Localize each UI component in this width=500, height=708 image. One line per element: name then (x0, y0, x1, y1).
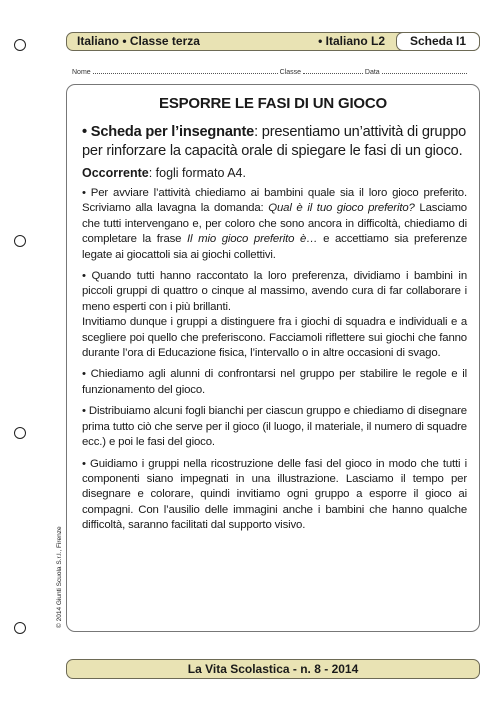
p1-text-b: Lasciamo che tutti intervengano e, per coloro che sono ancora in difficoltà, chiediamo di completare la frase (82, 202, 467, 246)
bullet-icon: • (82, 124, 87, 140)
page-title: ESPORRE LE FASI DI UN GIOCO (159, 95, 387, 112)
footer-bar: La Vita Scolastica - n. 8 - 2014 (66, 659, 480, 679)
content-box (66, 84, 480, 632)
p1-question: Qual è il tuo gioco preferito? (268, 202, 415, 215)
bullet-icon: • (82, 405, 86, 418)
paragraph-4 (82, 404, 467, 450)
p4-text: Distribuiamo alcuni fogli bianchi per ciascun gruppo e chiediamo di disegnare prima tutto ciò che serve per il gioco (il luogo, il materiale, il numero di squadre ecc.) e poi le fasi del gioco. (82, 405, 467, 449)
classe-label: Classe (279, 69, 301, 76)
binder-hole (14, 622, 26, 634)
bullet-icon: • (82, 368, 86, 381)
header-course: • Italiano L2 (318, 34, 385, 48)
p2-text-b: Invitiamo dunque i gruppi a distinguere fra i giochi di squadra e individuali e a scegliere poi quello che preferiscono. Facciamoli riflettere sui giochi che fanno durante l’ora di Educazione fisica, l’intervallo o in altre occasioni di svago. (82, 316, 467, 360)
data-label: Data (364, 69, 380, 76)
occorrente-text: : fogli formato A4. (148, 166, 246, 180)
copyright-notice: © 2014 Giunti Scuola S.r.l., Firenze (56, 526, 63, 628)
paragraph-3 (82, 367, 467, 398)
p3-text: Chiediamo agli alunni di confrontarsi nel gruppo per stabilire le regole e il funzionamento del gioco. (82, 368, 467, 396)
bullet-icon: • (82, 187, 86, 199)
p1-text-c: e accettiamo sia preferenze legate ai giocattoli sia ai giochi collettivi. (82, 233, 468, 261)
intro-text: : presentiamo un’attività di gruppo per rinforzare la capacità orale di spiegare le fasi di un gioco. (82, 124, 467, 159)
data-field[interactable] (382, 67, 467, 74)
nome-field[interactable] (93, 67, 278, 74)
intro-paragraph (82, 123, 467, 160)
name-row (72, 67, 482, 76)
occorrente-line (82, 166, 467, 180)
header-subject: Italiano • Classe terza (77, 34, 200, 48)
header-bar (66, 32, 480, 51)
content-body (82, 123, 467, 534)
nome-label: Nome (72, 69, 91, 76)
intro-bold: Scheda per l’insegnante (90, 124, 255, 140)
binder-hole (14, 235, 26, 247)
p2-text-a: Quando tutti hanno raccontato la loro preferenza, dividiamo i bambini in piccoli gruppi di quattro o cinque al massimo, avendo cura di far collaborare i meno esperti con i più brillanti. (82, 270, 467, 313)
binder-hole (14, 39, 26, 51)
binder-hole (14, 427, 26, 439)
p1-phrase: Il mio gioco preferito è… (187, 233, 318, 246)
p5-text: Guidiamo i gruppi nella ricostruzione delle fasi del gioco in modo che tutti i componenti siano impegnati in una illustrazione. Lasciamo il tempo per disegnare e colorare, quindi invitiamo ogni gruppo a esporre il gioco ai compagni. Con l’ausilio delle immagini anche i bambini che hanno qualche difficoltà, saranno facilitati dal supporto visivo. (82, 457, 467, 532)
occorrente-label: Occorrente (82, 166, 149, 180)
paragraph-2 (82, 269, 467, 361)
bullet-icon: • (82, 270, 86, 283)
bullet-icon: • (82, 457, 86, 470)
p1-text-a: Per avviare l’attività chiediamo ai bambini quale sia il loro gioco preferito. Scriviamo alla lavagna la domanda: (82, 187, 467, 215)
classe-field[interactable] (303, 67, 363, 74)
paragraph-5 (82, 457, 467, 534)
paragraph-1 (82, 186, 467, 263)
sheet-tab: Scheda I1 (396, 32, 480, 51)
